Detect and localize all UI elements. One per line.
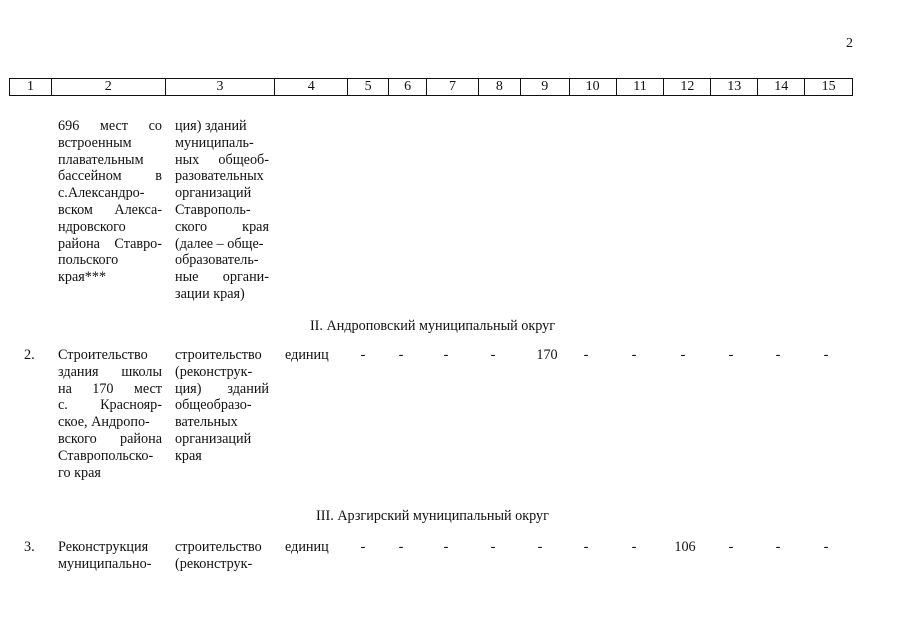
- header-col-14: 14: [758, 79, 805, 95]
- header-col-4: 4: [275, 79, 348, 95]
- text-line: Ставрополь-: [175, 201, 251, 218]
- text-line: с.Александро-: [58, 185, 145, 202]
- text-line: организаций: [175, 430, 252, 447]
- value-col-7: -: [443, 539, 449, 555]
- value-col-10: -: [583, 539, 589, 555]
- value-col-13: -: [728, 347, 734, 363]
- text-line: с. Краснояр-: [58, 397, 162, 414]
- text-line: организаций: [175, 185, 252, 202]
- text-line: (далее – обще-: [175, 235, 264, 252]
- text-line: зации края): [175, 285, 245, 302]
- header-col-5: 5: [348, 79, 389, 95]
- value-col-9: 170: [536, 347, 558, 363]
- text-line: польского: [58, 252, 119, 269]
- value-col-6: -: [398, 347, 404, 363]
- section-heading: III. Арзгирский муниципальный округ: [316, 508, 549, 524]
- text-line: ндровского: [58, 218, 126, 235]
- text-line: муниципаль-: [175, 134, 254, 151]
- text-line: бассейном в: [58, 168, 162, 185]
- row-measure: [175, 539, 269, 573]
- row-number: 3.: [24, 539, 35, 555]
- header-col-1: 1: [10, 79, 52, 95]
- text-line: плавательным: [58, 151, 144, 168]
- value-col-13: -: [728, 539, 734, 555]
- value-col-5: -: [360, 347, 366, 363]
- text-line: образователь-: [175, 252, 259, 269]
- value-col-6: -: [398, 539, 404, 555]
- continuation-col3: [175, 118, 269, 303]
- value-col-5: -: [360, 539, 366, 555]
- text-line: встроенным: [58, 134, 132, 151]
- text-line: строительство: [175, 539, 262, 555]
- page-number: 2: [846, 36, 853, 51]
- table-header-row: [9, 78, 853, 96]
- text-line: (реконструк-: [175, 555, 253, 572]
- text-line: строительство: [175, 347, 262, 363]
- value-col-14: -: [775, 347, 781, 363]
- value-col-11: -: [631, 539, 637, 555]
- text-line: ция) зданий: [175, 118, 247, 134]
- text-line: ных общеоб-: [175, 151, 269, 168]
- text-line: Строительство: [58, 347, 148, 363]
- value-col-9: -: [537, 539, 543, 555]
- header-col-6: 6: [389, 79, 427, 95]
- text-line: ское, Андропо-: [58, 414, 150, 431]
- text-line: 696 мест со: [58, 118, 162, 134]
- text-line: муниципально-: [58, 555, 152, 572]
- header-col-7: 7: [427, 79, 479, 95]
- header-col-13: 13: [711, 79, 758, 95]
- value-col-12: 106: [674, 539, 696, 555]
- text-line: на 170 мест: [58, 380, 162, 397]
- header-col-10: 10: [570, 79, 617, 95]
- text-line: вательных: [175, 414, 238, 431]
- text-line: края***: [58, 269, 107, 286]
- text-line: вского района: [58, 430, 162, 447]
- row-name: [58, 539, 162, 573]
- header-col-3: 3: [166, 79, 276, 95]
- header-col-8: 8: [479, 79, 521, 95]
- row-unit: единиц: [285, 539, 329, 555]
- value-col-8: -: [490, 539, 496, 555]
- header-col-15: 15: [821, 79, 836, 94]
- text-line: разовательных: [175, 168, 264, 185]
- text-line: Ставропольско-: [58, 447, 154, 464]
- value-col-11: -: [631, 347, 637, 363]
- value-col-12: -: [680, 347, 686, 363]
- text-line: района Ставро-: [58, 235, 162, 252]
- row-number: 2.: [24, 347, 35, 363]
- text-line: (реконструк-: [175, 363, 253, 380]
- header-col-9: 9: [521, 79, 570, 95]
- value-col-7: -: [443, 347, 449, 363]
- header-col-12: 12: [664, 79, 711, 95]
- text-line: вском Алекса-: [58, 201, 162, 218]
- text-line: ского края: [175, 218, 269, 235]
- continuation-col2: [58, 118, 162, 286]
- value-col-8: -: [490, 347, 496, 363]
- row-name: [58, 347, 162, 481]
- text-line: края: [175, 447, 202, 464]
- text-line: ция) зданий: [175, 380, 269, 397]
- text-line: го края: [58, 464, 101, 481]
- text-line: ные органи-: [175, 269, 269, 286]
- value-col-14: -: [775, 539, 781, 555]
- header-col-2: 2: [52, 79, 166, 95]
- value-col-15: -: [823, 539, 829, 555]
- row-measure: [175, 347, 269, 465]
- text-line: Реконструкция: [58, 539, 149, 555]
- text-line: общеобразо-: [175, 397, 252, 414]
- value-col-15: -: [823, 347, 829, 363]
- text-line: здания школы: [58, 363, 162, 380]
- value-col-10: -: [583, 347, 589, 363]
- section-heading: II. Андроповский муниципальный округ: [309, 318, 556, 334]
- header-col-11: 11: [617, 79, 665, 95]
- row-unit: единиц: [285, 347, 329, 363]
